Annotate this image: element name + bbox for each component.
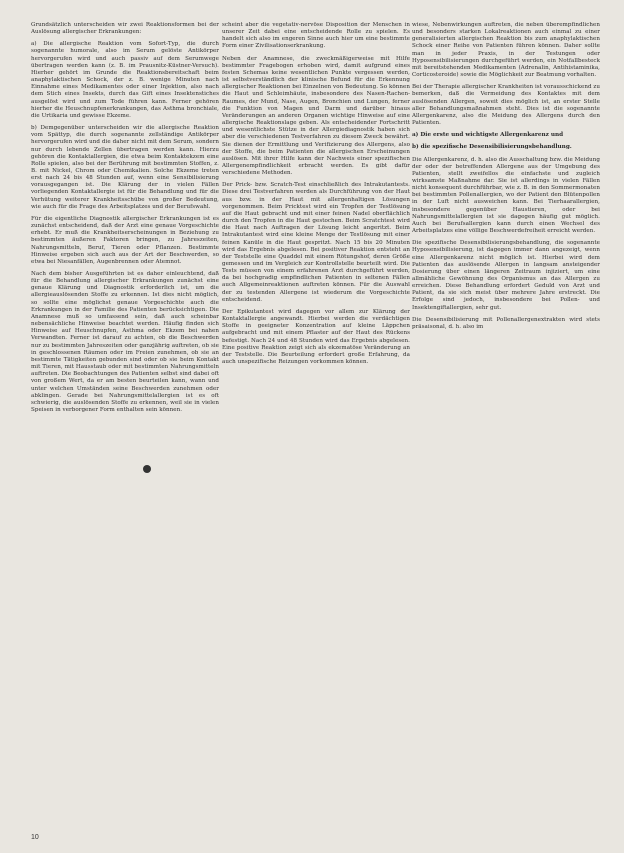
page-number: 10 [31, 834, 39, 841]
paragraph: Die Allergenkarenz, d. h. also die Ausschaltung bzw. die Meidung der oder der betreffenden Allergene aus der Umgebung des Patienten, stellt zweifellos die einfachste und zugleich wirksamste Maßnahme dar. Sie ist allerdings in vielen Fällen nicht konsequent durchführbar, wie z. B. in den Sommermonaten bei bestimmten Pollenallergien, wo der Patient den Blütenpollen in der Luft nicht ausweichen kann. Bei Tierhaarallergien, insbesondere gegenüber Haustieren, oder bei Nahrungsmittelallergien ist sie dagegen häufig gut möglich. Auch bei Berufsallergien kann durch einen Wechsel des Arbeitsplatzes eine völlige Beschwerdefreiheit erreicht werden. [412, 156, 600, 235]
paragraph: scheint aber die vegetativ-nervöse Disposition der Menschen in unserer Zeit dabei eine entscheidende Rolle zu spielen. Es handelt sich also im engeren Sinne auch hier um eine bestimmte Form einer Zivilisationserkrankung. [222, 22, 410, 50]
paragraph: Nach dem bisher Ausgeführten ist es daher einleuchtend, daß für die Behandlung allergischer Erkrankungen zunächst eine genaue Klärung und Diagnostik erforderlich ist, um die allergieauslösenden Stoffe zu erkennen. Ist dies nicht möglich, so sollte eine möglichst genaue Vorgeschichte auch die Erkrankungen in der Familie des Patienten berücksichtigen. Die Anamnese muß so umfassend sein, daß auch scheinbar nebensächliche Hinweise beachtet werden. Häufig finden sich Hinweise auf Heuschnupfen, Asthma oder Ekzem bei nahen Verwandten. Ferner ist darauf zu achten, ob die Beschwerden nur zu bestimmten Jahreszeiten oder ganzjährig auftreten, ob sie in geschlossenen Räumen oder im Freien zunehmen, ob sie an bestimmte Tätigkeiten gebunden sind oder ob sie beim Kontakt mit Tieren, mit Hausstaub oder mit bestimmten Nahrungsmitteln auftreten. Die Beobachtungen des Patienten selbst sind dabei oft von großem Wert, da er am besten beurteilen kann, wann und unter welchen Umständen seine Beschwerden zunehmen oder abklingen. Gerade bei Nahrungsmittelallergien ist es oft schwierig, die auslösenden Stoffe zu erkennen, weil sie in vielen Speisen in verborgener Form enthalten sein können. [31, 271, 219, 413]
paragraph: Für die eigentliche Diagnostik allergischer Erkrankungen ist es zunächst entscheidend, daß der Arzt eine genaue Vorgeschichte erhebt. Er muß die Krankheitserscheinungen in Beziehung zu bestimmten äußeren Faktoren bringen, zu Jahreszeiten, Nahrungsmitteln, Beruf, Tieren oder Pflanzen. Bestimmte Hinweise ergeben sich auch aus der Art der Beschwerden, so etwa bei Niesanfällen, Augenbrennen oder Atemnot. [31, 215, 219, 265]
paragraph: a) Die allergische Reaktion vom Sofort-Typ, die durch sogenannte humorale, also im Serum gelöste Antikörper hervorgerufen wird und auch passiv auf dem Serumwege übertragen werden kann (z. B. im Prausnitz-Küstner-Versuch). Hierher gehört im Grunde die Reaktionsbereitschaft beim anaphylaktischen Schock, der z. B. wenige Minuten nach Einnahme eines Medikamentes oder einer Injektion, also nach dem Stich eines Insekts, durch das Gift eines Insektenstiches ausgelöst wird und zum Tode führen kann. Ferner gehören hierher die Heuschnupfenerkrankungen, das Asthma bronchiale, die Urtikaria und gewisse Ekzeme. [31, 41, 219, 119]
text-column-left [31, 22, 219, 822]
text-column-right [412, 22, 600, 822]
paragraph: b) Demgegenüber unterscheiden wir die allergische Reaktion vom Spättyp, die durch sogenannte zellständige Antikörper hervorgerufen wird und die daher nicht mit dem Serum, sondern nur durch lebende Zellen übertragen werden kann. Hierzu gehören die Kontaktallergien, die etwa beim Kontaktekzem eine Rolle spielen, also bei der Berührung mit bestimmten Stoffen, z. B. mit Nickel, Chrom oder Chemikalien. Solche Ekzeme treten erst nach 24 bis 48 Stunden auf, wenn eine Sensibilisierung vorausgegangen ist. Die Klärung der in vielen Fällen vorliegenden Kontaktallergie ist für die Behandlung und für die Verhütung weiterer Krankheitsschübe von großer Bedeutung, wie auch für die Frage des Arbeitsplatzes und der Berufswahl. [31, 125, 219, 210]
list-heading-b: b) die spezifische Desensibilisierungsbehandlung. [412, 144, 572, 151]
paragraph: Der Prick- bzw. Scratch-Test einschließlich des Intrakutantests. Diese drei Testverfahren werden als Durchführung von der Haut aus bzw. in der Haut mit allergenhaltigen Lösungen vorgenommen. Beim Pricktest wird ein Tropfen der Testlösung auf die Haut gebracht und mit einer feinen Nadel oberflächlich durch den Tropfen in die Haut gestochen. Beim Scratchtest wird die Haut nach Auftragen der Lösung leicht angeritzt. Beim Intrakutantest wird eine kleine Menge der Testlösung mit einer feinen Kanüle in die Haut gespritzt. Nach 15 bis 20 Minuten wird das Ergebnis abgelesen. Bei positiver Reaktion entsteht an der Teststelle eine Quaddel mit einem Rötungshof, deren Größe gemessen und im Vergleich zur Kontrollstelle beurteilt wird. Die Tests müssen von einem erfahrenen Arzt durchgeführt werden, da bei hochgradig empfindlichen Patienten in seltenen Fällen auch Allgemeinreaktionen auftreten können. Für die Auswahl der zu testenden Allergene ist wiederum die Vorgeschichte entscheidend. [222, 182, 410, 303]
paragraph: Die Desensibilisierung mit Pollenallergenextrakten wird stets präsaisonal, d. h. also im [412, 316, 600, 330]
paragraph: Neben der Anamnese, die zweckmäßigerweise mit Hilfe bestimmter Fragebogen erhoben wird, damit aufgrund eines festen Schemas keine wesentlichen Punkte vergessen werden, ist selbstverständlich der klinische Befund für die Erkennung allergischer Reaktionen bei Einzelnen von Bedeutung. So können die Haut und Schleimhäute, insbesondere des Nasen-Rachen-Raumes, der Mund, Nase, Augen, Bronchien und Lungen, ferner die Funktion von Magen und Darm und darüber hinaus Veränderungen an anderen Organen wichtige Hinweise auf eine allergische Reaktionslage geben. Als entscheidender Fortschritt und wesentlichste Stütze in der Allergiediagnostik haben sich aber die verschiedenen Testverfahren zu diesem Zweck bewährt. Sie dienen der Ermittlung und Verifizierung des Allergens, also der Stoffe, die beim Patienten die allergischen Erscheinungen auslösen. Mit ihrer Hilfe kann der Nachweis einer spezifischen Allergenempfindlichkeit erbracht werden. Es gibt dafür verschiedene Methoden. [222, 55, 410, 177]
text-column-middle [222, 22, 410, 822]
punch-hole-mark [143, 465, 151, 473]
list-heading-a: a) Die erste und wichtigste Allergenkarenz und [412, 132, 564, 139]
paragraph: Der Epikutantest wird dagegen vor allem zur Klärung der Kontaktallergie angewandt. Hierbei werden die verdächtigen Stoffe in geeigneter Konzentration auf kleine Läppchen aufgebracht und mit einem Pflaster auf der Haut des Rückens befestigt. Nach 24 und 48 Stunden wird das Ergebnis abgelesen. Eine positive Reaktion zeigt sich als ekzematöse Veränderung an der Teststelle. Die Beurteilung erfordert große Erfahrung, da auch unspezifische Reizungen vorkommen können. [222, 308, 410, 366]
paragraph: Grundsätzlich unterscheiden wir zwei Reaktionsformen bei der Auslösung allergischer Erkrankungen: [31, 22, 219, 36]
paragraph: wiese, Nebenwirkungen auftreten, die neben überempfindlichen und besonders starken Lokalreaktionen auch einmal zu einer generalisierten allergischen Reaktion bis zum anaphylaktischen Schock einer Reihe von Patienten führen können. Daher sollte man in jeder Praxis, in der Testungen oder Hyposensibilisierungen durchgeführt werden, ein Notfallbesteck mit bereitstehenden Medikamenten (Adrenalin, Antihistaminika, Corticosteroide) sowie die Möglichkeit zur Beatmung vorhalten. [412, 22, 600, 79]
paragraph: Bei der Therapie allergischer Krankheiten ist vorausschickend zu bemerken, daß die Vermeidung des Kontaktes mit dem auslösenden Allergen, soweit dies möglich ist, an erster Stelle aller Behandlungsmaßnahmen steht. Dies ist die sogenannte Allergenkarenz, also die Meidung des Allergens durch den Patienten. [412, 84, 600, 127]
paragraph: Die spezifische Desensibilisierungsbehandlung, die sogenannte Hyposensibilisierung, ist dagegen immer dann angezeigt, wenn eine Allergenkarenz nicht möglich ist. Hierbei wird dem Patienten das auslösende Allergen in langsam ansteigender Dosierung über einen längeren Zeitraum injiziert, um eine allmähliche Gewöhnung des Organismus an das Allergen zu erreichen. Diese Behandlung erfordert Geduld von Arzt und Patient, da sie sich meist über mehrere Jahre erstreckt. Die Erfolge sind jedoch, insbesondere bei Pollen- und Insektengiftallergien, sehr gut. [412, 240, 600, 311]
